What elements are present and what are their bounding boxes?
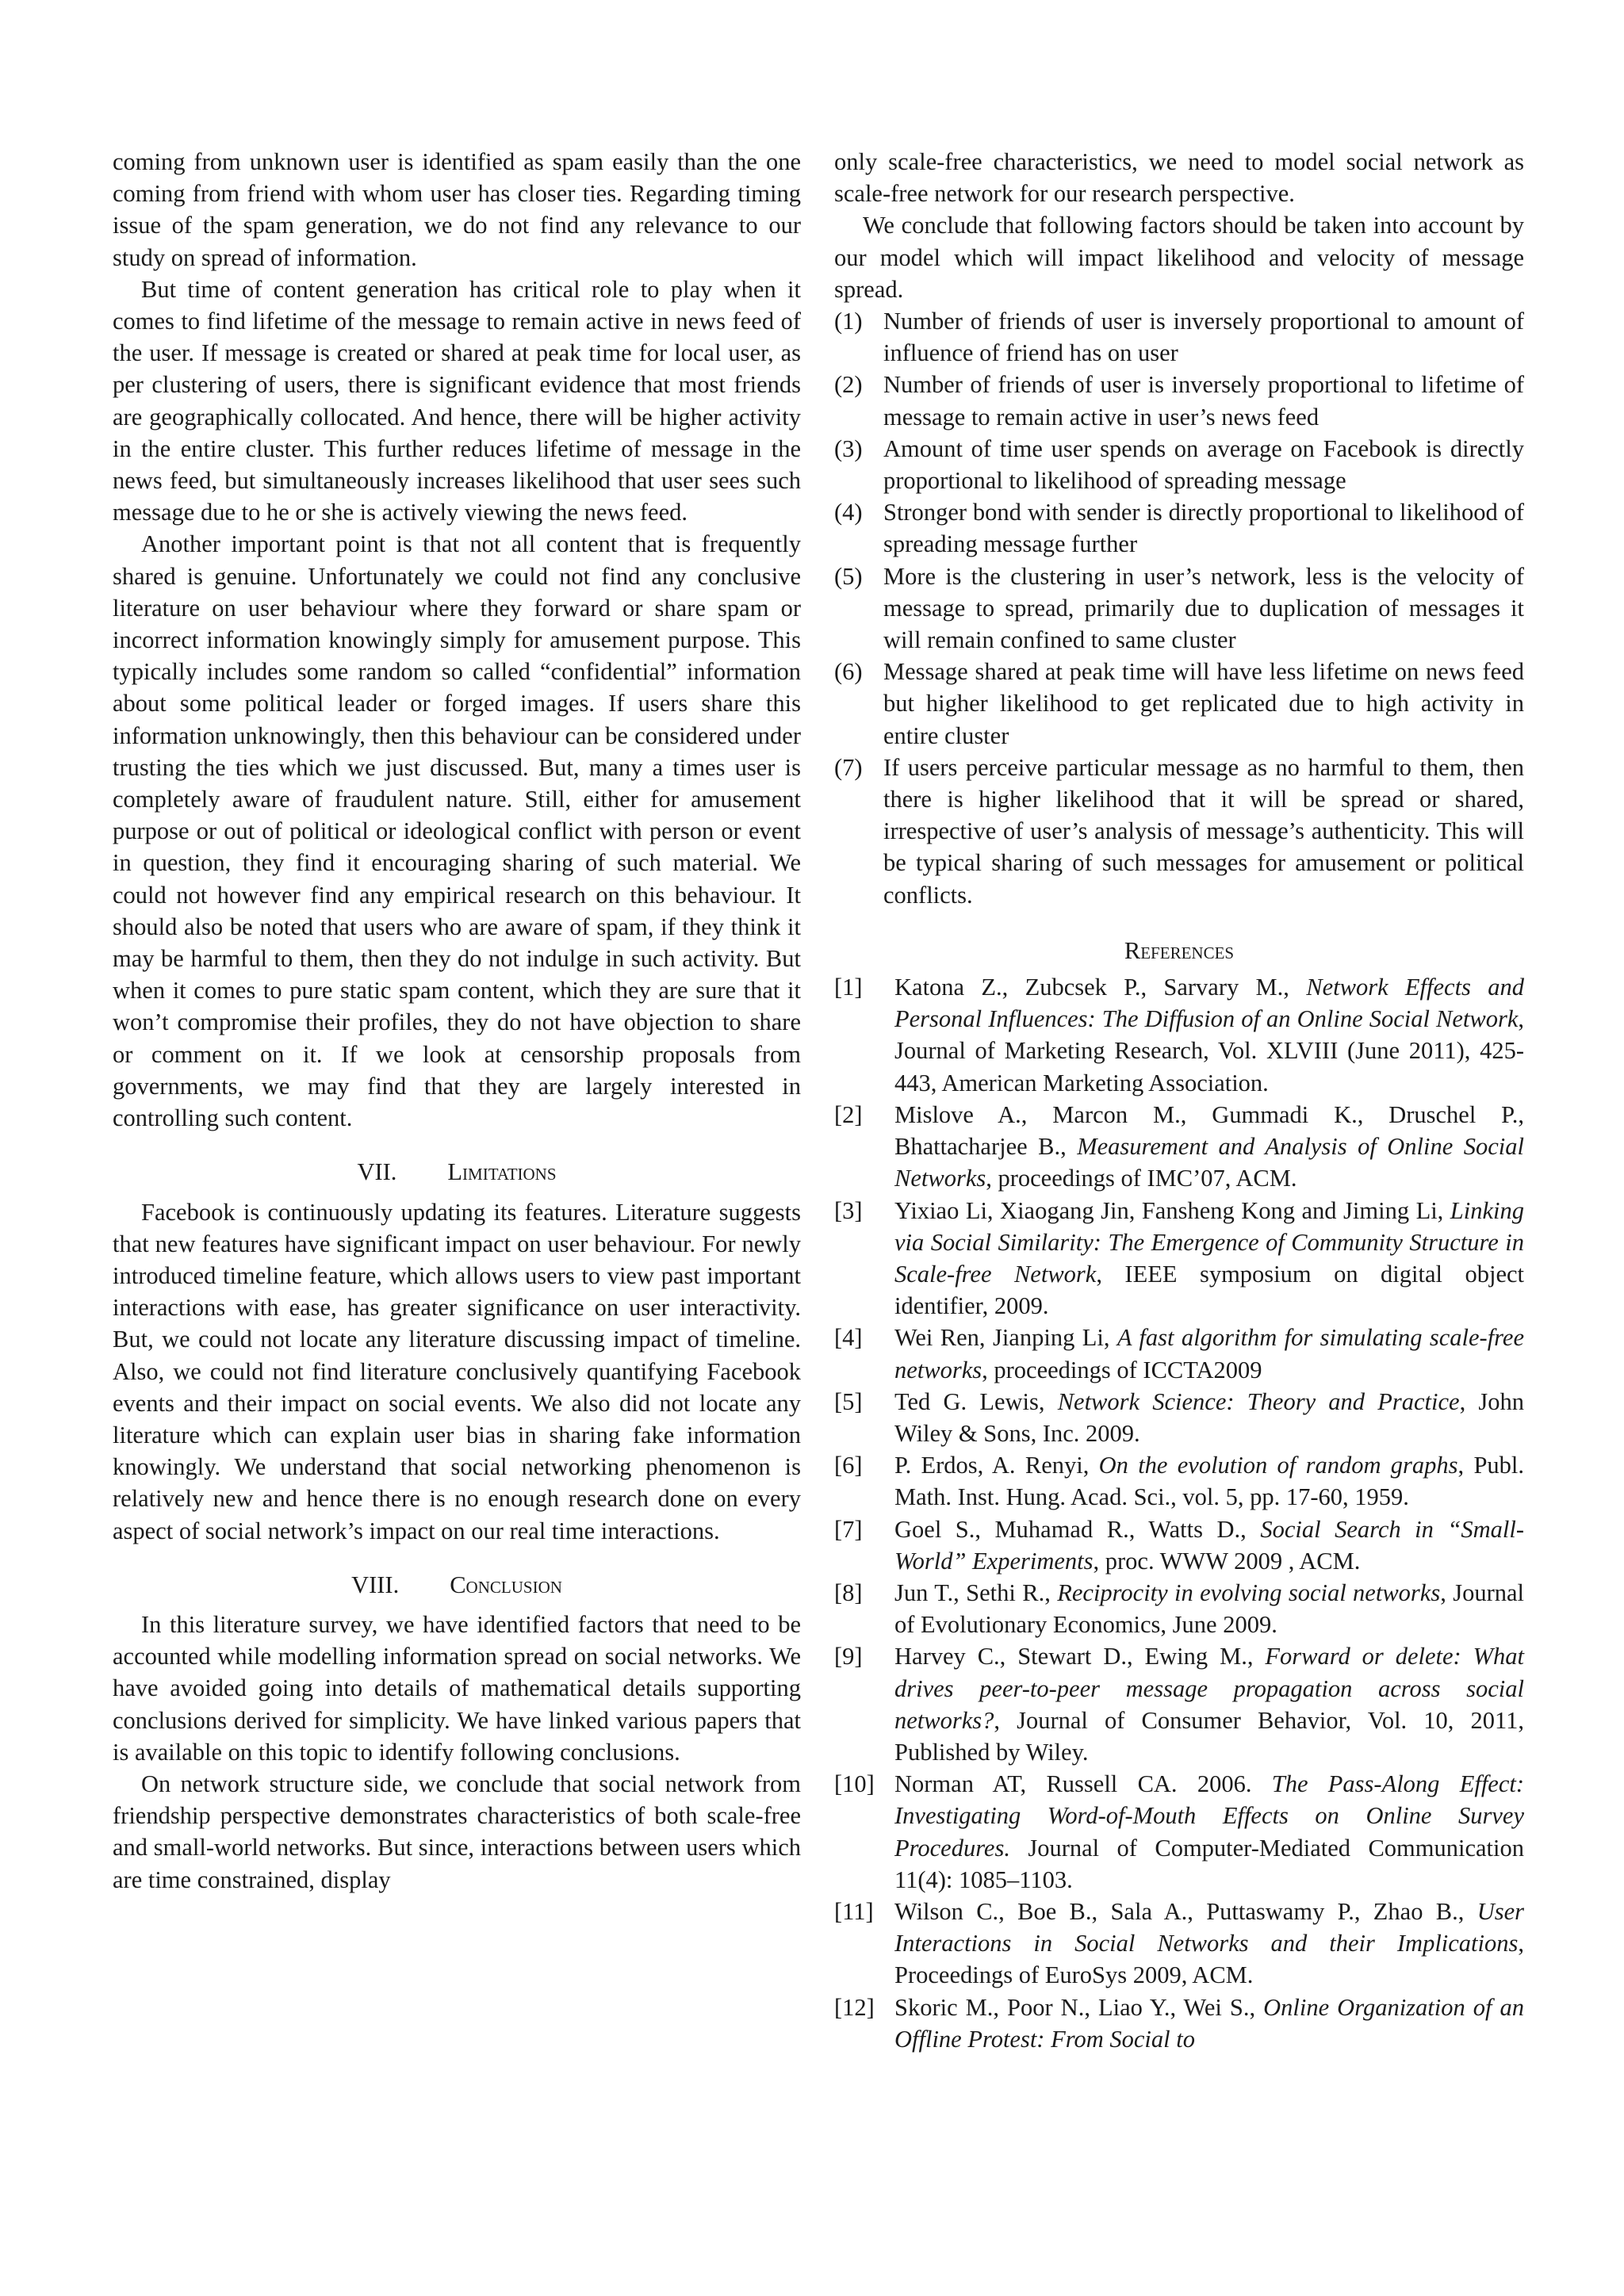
list-item (834, 561, 1524, 656)
section-heading-limitations (113, 1156, 801, 1188)
list-number: (7) (834, 753, 863, 781)
reference-title: On the evolution of random graphs (1098, 1452, 1458, 1479)
reference-item (834, 1099, 1524, 1195)
list-text: More is the clustering in user’s network, less is the velocity of message to spread, primarily due to duplication of messages it will remain confined to same cluster (883, 562, 1524, 654)
reference-title: User Interactions in Social Networks and their Implications (894, 1897, 1524, 1957)
reference-number: [11] (834, 1897, 874, 1925)
body-paragraph: coming from unknown user is identified as spam easily than the one coming from friend with whom user has closer ties. Regarding timing issue of the spam generation, we do not find any relevance to our study on spread of information. (113, 148, 801, 271)
reference-item (834, 1386, 1524, 1449)
reference-source: , Journal of Consumer Behavior, Vol. 10, 2011, Published by Wiley. (894, 1706, 1524, 1766)
list-text: Amount of time user spends on average on Facebook is directly proportional to likelihood of spreading message (883, 434, 1524, 495)
reference-source: , John Wiley & Sons, Inc. 2009. (894, 1387, 1524, 1447)
left-column (113, 146, 801, 1896)
list-number: (2) (834, 371, 863, 399)
body-paragraph: Another important point is that not all content that is frequently shared is genuine. Unfortunately we could not find any conclusive literature on user behaviour where they forward or share spam or incorrect information knowingly simply for amusement purpose. This typically includes some random so called “confidential” information about some political leader or forged images. If users share this information unknowingly, then this behaviour can be considered under trusting the ties which we just discussed. But, many a times user is completely aware of fraudulent nature. Still, either for amusement purpose or out of political or ideological conflict with person or event in question, they find it encouraging sharing of such material. We could not however find any empirical research on this behaviour. It should also be noted that users who are aware of spam, if they think it may be harmful to them, then they do not indulge in such activity. But when it comes to pure static spam content, which they are sure that it won’t compromise their profiles, they do not have objection to share or comment on it. If we look at censorship proposals from governments, we may find that they are largely interested in controlling such content. (113, 530, 801, 1132)
reference-item (834, 1992, 1524, 2055)
reference-authors: P. Erdos, A. Renyi, (894, 1452, 1099, 1479)
list-number: (5) (834, 562, 863, 590)
body-paragraph: We conclude that following factors should be taken into account by our model which will impact likelihood and velocity of message spread. (834, 212, 1524, 303)
reference-title: Measurement and Analysis of Online Social Networks (894, 1133, 1524, 1192)
reference-authors: Wei Ren, Jianping Li, (894, 1324, 1117, 1352)
list-text: Message shared at peak time will have less lifetime on news feed but higher likelihood to get replicated due to high activity in entire cluster (883, 658, 1524, 749)
factors-list (834, 305, 1524, 911)
reference-source: , Proceedings of EuroSys 2009, ACM. (894, 1930, 1524, 1989)
reference-item (834, 1322, 1524, 1385)
reference-authors: Harvey C., Stewart D., Ewing M., (894, 1643, 1266, 1670)
reference-item (834, 1768, 1524, 1896)
list-text: If users perceive particular message as no harmful to them, then there is higher likelihood that it will be spread or shared, irrespective of user’s analysis of message’s authenticity. This will be typical sharing of such messages for amusement or political conflicts. (883, 753, 1524, 909)
reference-number: [6] (834, 1452, 863, 1479)
body-paragraph: Facebook is continuously updating its features. Literature suggests that new features have significant impact on user behaviour. For newly introduced timeline feature, which allows users to view past important interactions with ease, has greater significance on user interactivity. But, we could not locate any literature discussing impact of timeline. Also, we could not find literature conclusively quantifying Facebook events and their impact on social events. We also did not locate any literature which can explain user bias in sharing fake information knowingly. We understand that social networking phenomenon is relatively new and hence there is no enough research done on every aspect of social network’s impact on our real time interactions. (113, 1198, 801, 1544)
reference-number: [1] (834, 974, 863, 1001)
reference-authors: Skoric M., Poor N., Liao Y., Wei S., (894, 1993, 1264, 2021)
reference-authors: Goel S., Muhamad R., Watts D., (894, 1515, 1261, 1543)
references-heading: References (1124, 936, 1235, 964)
reference-item (834, 1640, 1524, 1768)
section-title: Conclusion (450, 1571, 562, 1598)
reference-source: Journal of Computer-Mediated Communication 11(4): 1085–1103. (894, 1834, 1524, 1893)
body-paragraph: only scale-free characteristics, we need to model social network as scale-free network for our research perspective. (834, 148, 1524, 208)
reference-authors: Yixiao Li, Xiaogang Jin, Fansheng Kong and Jiming Li, (894, 1196, 1450, 1224)
reference-source: , proc. WWW 2009 , ACM. (1093, 1547, 1361, 1575)
reference-title: Network Science: Theory and Practice (1057, 1387, 1460, 1415)
reference-item (834, 971, 1524, 1099)
reference-number: [7] (834, 1515, 863, 1543)
reference-item (834, 1449, 1524, 1513)
list-item (834, 752, 1524, 911)
reference-title: A fast algorithm for simulating scale-free networks (894, 1324, 1524, 1383)
reference-item (834, 1513, 1524, 1577)
reference-title: Forward or delete: What drives peer-to-peer message propagation across social networks? (894, 1643, 1524, 1734)
reference-authors: Mislove A., Marcon M., Gummadi K., Druschel P., Bhattacharjee B., (894, 1100, 1524, 1161)
list-item (834, 656, 1524, 752)
reference-source: , IEEE symposium on digital object identifier, 2009. (894, 1260, 1524, 1320)
reference-title: Social Search in “Small-World” Experiments (894, 1515, 1524, 1575)
reference-title: The Pass-Along Effect: Investigating Word-of-Mouth Effects on Online Survey Procedures. (894, 1770, 1524, 1862)
reference-number: [12] (834, 1993, 875, 2021)
body-paragraph: In this literature survey, we have identified factors that need to be accounted while modelling information spread on social networks. We have avoided going into details of mathematical details supporting conclusions derived for simplicity. We have linked various papers that is available on this topic to identify following conclusions. (113, 1610, 801, 1766)
right-column (834, 146, 1524, 2055)
reference-source: , proceedings of IMC’07, ACM. (986, 1165, 1297, 1192)
reference-source: , proceedings of ICCTA2009 (982, 1356, 1262, 1383)
section-heading-conclusion (113, 1569, 801, 1601)
list-number: (3) (834, 434, 863, 462)
list-item (834, 433, 1524, 496)
list-item (834, 496, 1524, 560)
list-number: (1) (834, 308, 863, 335)
list-item (834, 305, 1524, 369)
list-text: Number of friends of user is inversely proportional to lifetime of message to remain active in user’s news feed (883, 371, 1524, 430)
reference-number: [8] (834, 1578, 863, 1606)
list-item (834, 369, 1524, 432)
list-text: Stronger bond with sender is directly proportional to likelihood of spreading message further (883, 499, 1524, 558)
reference-authors: Katona Z., Zubcsek P., Sarvary M., (894, 974, 1307, 1001)
list-number: (6) (834, 658, 863, 686)
reference-authors: Ted G. Lewis, (894, 1387, 1058, 1415)
reference-source: , Journal of Evolutionary Economics, June 2009. (894, 1578, 1524, 1639)
reference-title: Network Effects and Personal Influences: The Diffusion of an Online Social Network (894, 974, 1524, 1033)
reference-number: [10] (834, 1770, 875, 1798)
list-number: (4) (834, 499, 863, 526)
reference-number: [9] (834, 1643, 863, 1670)
reference-title: Reciprocity in evolving social networks (1057, 1578, 1441, 1606)
reference-number: [2] (834, 1100, 863, 1128)
reference-title: Linking via Social Similarity: The Emergence of Community Structure in Scale-free Network (894, 1196, 1524, 1288)
reference-item (834, 1195, 1524, 1322)
reference-number: [3] (834, 1196, 863, 1224)
section-number: VII. (357, 1158, 397, 1186)
list-text: Number of friends of user is inversely proportional to amount of influence of friend has on user (883, 308, 1524, 367)
section-number: VIII. (351, 1571, 400, 1598)
reference-number: [4] (834, 1324, 863, 1352)
references-list (834, 971, 1524, 2055)
body-paragraph: On network structure side, we conclude that social network from friendship perspective demonstrates characteristics of both scale-free and small-world networks. But since, interactions between users which are time constrained, display (113, 1770, 801, 1893)
reference-item (834, 1896, 1524, 1992)
reference-authors: Wilson C., Boe B., Sala A., Puttaswamy P., Zhao B., (894, 1897, 1477, 1925)
reference-authors: Norman AT, Russell CA. 2006. (894, 1770, 1272, 1798)
reference-source: , Publ. Math. Inst. Hung. Acad. Sci., vol. 5, pp. 17-60, 1959. (894, 1452, 1524, 1511)
reference-number: [5] (834, 1387, 863, 1415)
section-title: Limitations (447, 1158, 557, 1186)
body-paragraph: But time of content generation has critical role to play when it comes to find lifetime of the message to remain active in news feed of the user. If message is created or shared at peak time for local user, as per clustering of users, there is significant evidence that most friends are geographically collocated. And hence, there will be higher activity in the entire cluster. This further reduces lifetime of message in the news feed, but simultaneously increases likelihood that user sees such message due to he or she is actively viewing the news feed. (113, 275, 801, 526)
reference-item (834, 1577, 1524, 1640)
reference-title: Online Organization of an Offline Protest: From Social to (894, 1993, 1524, 2053)
reference-source: , Journal of Marketing Research, Vol. XLVIII (June 2011), 425-443, American Marketing Association. (894, 1005, 1524, 1096)
reference-authors: Jun T., Sethi R., (894, 1578, 1058, 1606)
